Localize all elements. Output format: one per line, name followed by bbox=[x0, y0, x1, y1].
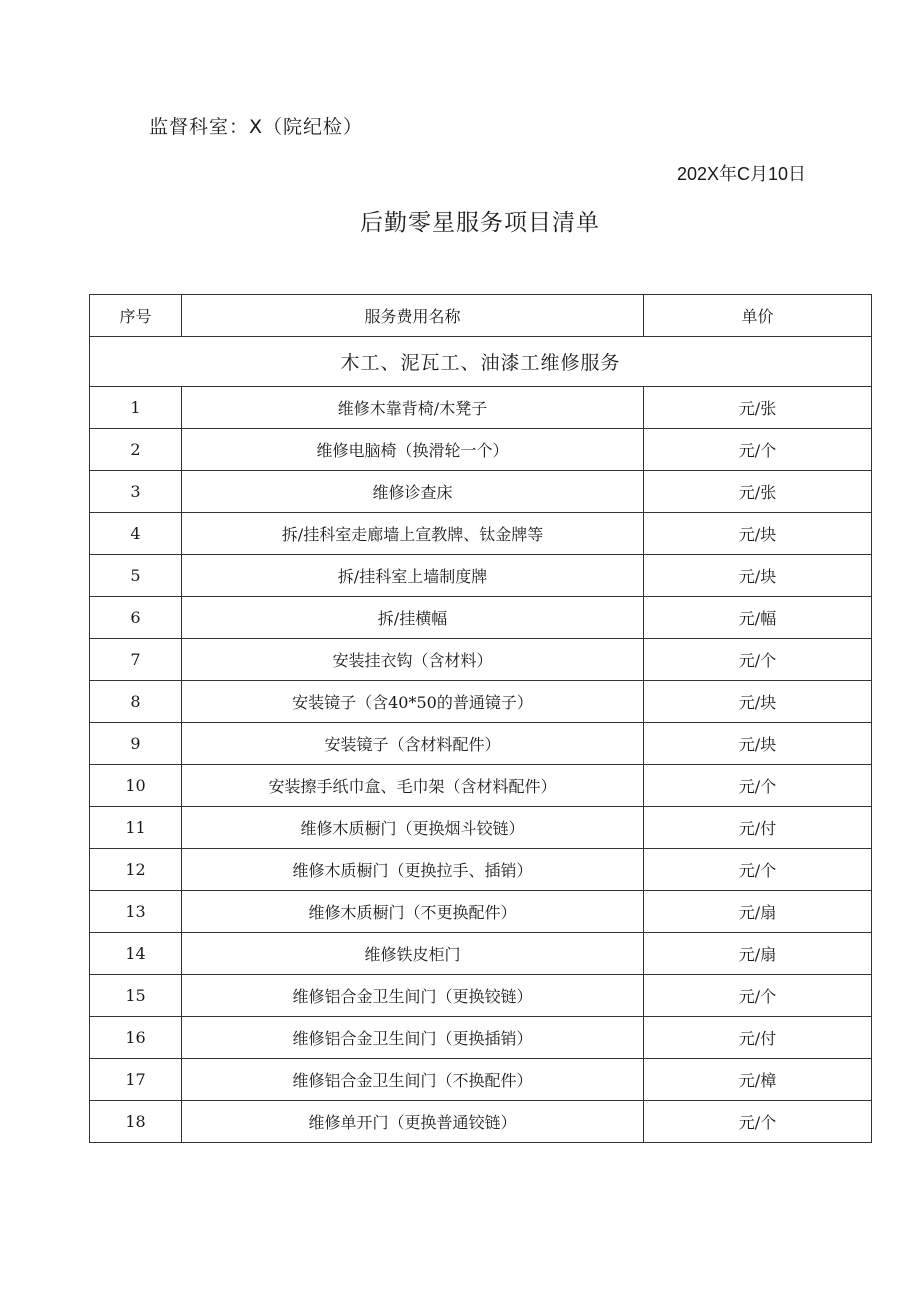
row-number: 7 bbox=[90, 639, 182, 681]
table-row bbox=[90, 849, 872, 891]
row-number: 8 bbox=[90, 681, 182, 723]
unit-price: 元/幅 bbox=[644, 597, 872, 639]
table-row bbox=[90, 933, 872, 975]
table-row bbox=[90, 975, 872, 1017]
unit-price: 元/块 bbox=[644, 723, 872, 765]
row-number: 12 bbox=[90, 849, 182, 891]
unit-price: 元/张 bbox=[644, 471, 872, 513]
service-name: 维修铝合金卫生间门（更换插销） bbox=[182, 1017, 644, 1059]
table-row bbox=[90, 471, 872, 513]
row-number: 15 bbox=[90, 975, 182, 1017]
header-unit-price: 单价 bbox=[644, 295, 872, 337]
section-row bbox=[90, 337, 872, 387]
document-title: 后勤零星服务项目清单 bbox=[360, 210, 600, 236]
row-number: 17 bbox=[90, 1059, 182, 1101]
table-row bbox=[90, 1101, 872, 1143]
unit-price: 元/樟 bbox=[644, 1059, 872, 1101]
supervising-department: 监督科室：X（院纪检） bbox=[149, 116, 364, 138]
service-name: 拆/挂横幅 bbox=[182, 597, 644, 639]
table-row bbox=[90, 891, 872, 933]
table-header-row bbox=[90, 295, 872, 337]
row-number: 6 bbox=[90, 597, 182, 639]
row-number: 18 bbox=[90, 1101, 182, 1143]
service-name: 维修铝合金卫生间门（更换铰链） bbox=[182, 975, 644, 1017]
row-number: 2 bbox=[90, 429, 182, 471]
header-service-name: 服务费用名称 bbox=[182, 295, 644, 337]
service-name: 安装镜子（含40*50的普通镜子） bbox=[182, 681, 644, 723]
table-row bbox=[90, 807, 872, 849]
header-no: 序号 bbox=[90, 295, 182, 337]
service-name: 维修铝合金卫生间门（不换配件） bbox=[182, 1059, 644, 1101]
table-row bbox=[90, 555, 872, 597]
service-name: 维修木靠背椅/木凳子 bbox=[182, 387, 644, 429]
service-name: 安装擦手纸巾盒、毛巾架（含材料配件） bbox=[182, 765, 644, 807]
unit-price: 元/扇 bbox=[644, 933, 872, 975]
table-row bbox=[90, 387, 872, 429]
row-number: 13 bbox=[90, 891, 182, 933]
service-name: 维修电脑椅（换滑轮一个） bbox=[182, 429, 644, 471]
service-name: 安装挂衣钩（含材料） bbox=[182, 639, 644, 681]
unit-price: 元/张 bbox=[644, 387, 872, 429]
table-row bbox=[90, 1059, 872, 1101]
service-name: 安装镜子（含材料配件） bbox=[182, 723, 644, 765]
service-name: 维修木质橱门（更换烟斗铰链） bbox=[182, 807, 644, 849]
unit-price: 元/个 bbox=[644, 849, 872, 891]
unit-price: 元/个 bbox=[644, 765, 872, 807]
row-number: 9 bbox=[90, 723, 182, 765]
unit-price: 元/块 bbox=[644, 555, 872, 597]
service-name: 维修诊查床 bbox=[182, 471, 644, 513]
table-row bbox=[90, 513, 872, 555]
unit-price: 元/付 bbox=[644, 807, 872, 849]
unit-price: 元/个 bbox=[644, 429, 872, 471]
document-date: 202X年C月10日 bbox=[676, 164, 806, 184]
row-number: 10 bbox=[90, 765, 182, 807]
unit-price: 元/个 bbox=[644, 1101, 872, 1143]
table-row bbox=[90, 429, 872, 471]
table-row bbox=[90, 681, 872, 723]
row-number: 5 bbox=[90, 555, 182, 597]
row-number: 3 bbox=[90, 471, 182, 513]
table-row bbox=[90, 639, 872, 681]
table-row bbox=[90, 597, 872, 639]
service-name: 维修木质橱门（更换拉手、插销） bbox=[182, 849, 644, 891]
row-number: 16 bbox=[90, 1017, 182, 1059]
service-name: 维修铁皮柜门 bbox=[182, 933, 644, 975]
service-name: 拆/挂科室上墙制度牌 bbox=[182, 555, 644, 597]
row-number: 4 bbox=[90, 513, 182, 555]
table-row bbox=[90, 765, 872, 807]
unit-price: 元/扇 bbox=[644, 891, 872, 933]
table-row bbox=[90, 723, 872, 765]
service-name: 拆/挂科室走廊墙上宣教牌、钛金牌等 bbox=[182, 513, 644, 555]
row-number: 11 bbox=[90, 807, 182, 849]
table-row bbox=[90, 1017, 872, 1059]
unit-price: 元/块 bbox=[644, 681, 872, 723]
row-number: 14 bbox=[90, 933, 182, 975]
unit-price: 元/个 bbox=[644, 639, 872, 681]
unit-price: 元/块 bbox=[644, 513, 872, 555]
unit-price: 元/付 bbox=[644, 1017, 872, 1059]
unit-price: 元/个 bbox=[644, 975, 872, 1017]
section-title: 木工、泥瓦工、油漆工维修服务 bbox=[90, 337, 872, 387]
row-number: 1 bbox=[90, 387, 182, 429]
service-name: 维修单开门（更换普通铰链） bbox=[182, 1101, 644, 1143]
service-items-table bbox=[89, 294, 872, 1143]
service-name: 维修木质橱门（不更换配件） bbox=[182, 891, 644, 933]
